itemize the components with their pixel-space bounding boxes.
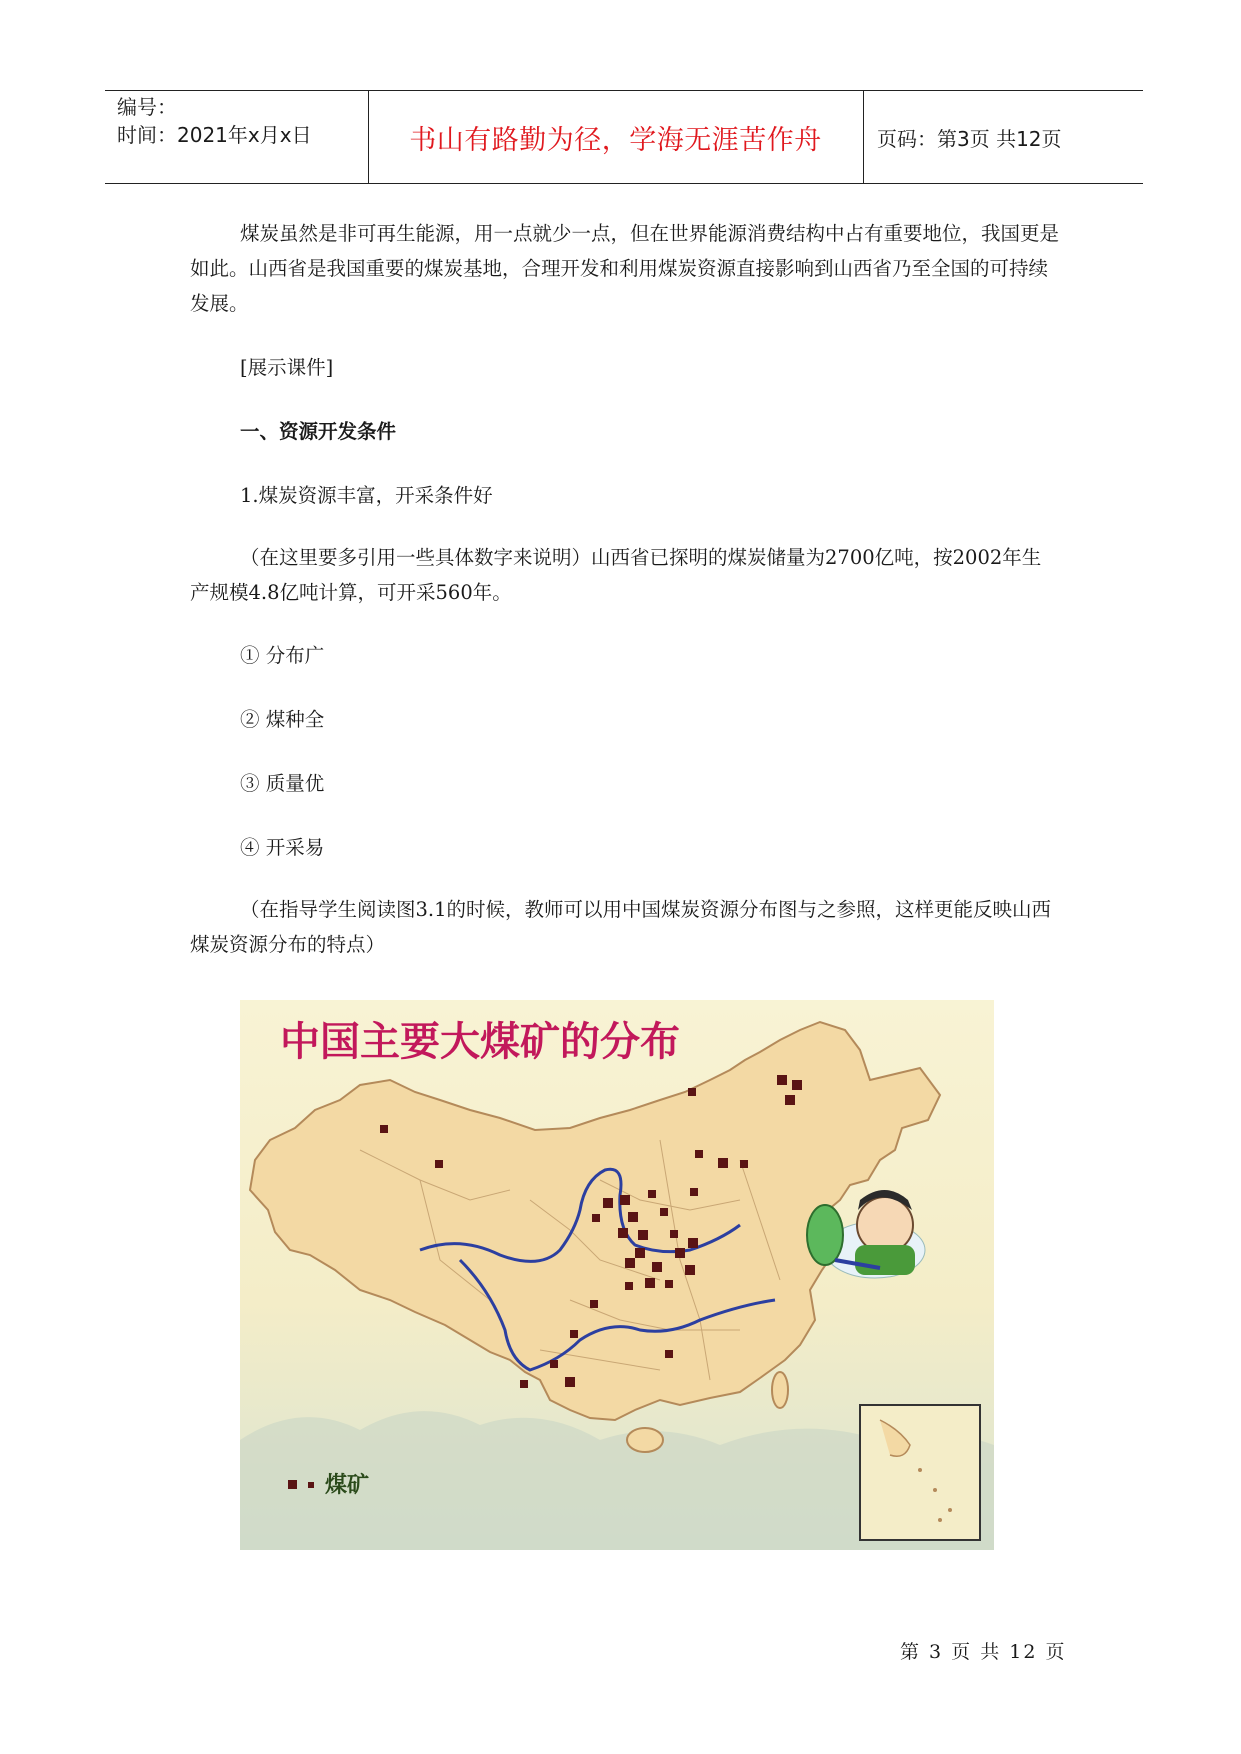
subsection-heading: 1.煤炭资源丰富，开采条件好 [240,484,493,507]
list-item: ③ 质量优 [240,772,325,795]
paragraph-guidance: （在指导学生阅读图3.1的时候，教师可以用中国煤炭资源分布图与之参照，这样更能反映山西煤炭资源分布的特点） [190,898,1052,956]
number-label: 编号： [117,95,177,119]
legend-marker [288,1480,297,1489]
taiwan-island [772,1372,788,1408]
header-motto: 书山有路勤为径，学海无涯苦作舟 [409,124,822,156]
coal-mine-marker [652,1262,662,1272]
hainan-island [627,1428,663,1452]
coal-mine-marker [520,1380,528,1388]
date-label: 时间：2021年x月x日 [117,123,312,147]
coal-mine-marker [380,1125,388,1133]
coal-mine-marker [777,1075,787,1085]
coal-mine-marker [628,1212,638,1222]
coal-mine-marker [718,1158,728,1168]
coal-mine-marker [740,1160,748,1168]
coal-mine-map [240,1000,994,1550]
coal-mine-marker [618,1228,628,1238]
coal-mine-marker [648,1190,656,1198]
coal-mine-marker [688,1238,698,1248]
coal-mine-marker [785,1095,795,1105]
coal-mine-marker [625,1258,635,1268]
coal-mine-marker [620,1195,630,1205]
coal-mine-marker [685,1265,695,1275]
legend-label: 煤矿 [325,1473,370,1498]
coal-mine-marker [688,1088,696,1096]
coal-mine-marker [635,1248,645,1258]
list-item: ① 分布广 [240,644,325,667]
coal-mine-marker [670,1230,678,1238]
coal-mine-marker [665,1350,673,1358]
map-graphic [240,1000,994,1550]
paragraph-reserves: （在这里要多引用一些具体数字来说明）山西省已探明的煤炭储量为2700亿吨，按2002年生产规模4.8亿吨计算，可开采560年。 [190,546,1042,604]
coal-mine-marker [645,1278,655,1288]
page-footer: 第 3 页 共 12 页 [900,1641,1067,1663]
paragraph-intro: 煤炭虽然是非可再生能源，用一点就少一点，但在世界能源消费结构中占有重要地位，我国更是如此。山西省是我国重要的煤炭基地，合理开发和利用煤炭资源直接影响到山西省乃至全国的可持续发展。 [190,222,1060,315]
coal-mine-marker [625,1282,633,1290]
coal-mine-marker [660,1208,668,1216]
south-china-sea-inset [860,1405,980,1540]
coal-mine-marker [565,1377,575,1387]
coal-mine-marker [603,1198,613,1208]
coal-mine-marker [792,1080,802,1090]
header-page-number: 页码：第3页 共12页 [877,126,1062,151]
coal-mine-marker [550,1360,558,1368]
page-header [105,90,1143,184]
coal-mine-marker [675,1248,685,1258]
coal-mine-marker [665,1280,673,1288]
coal-mine-marker [690,1188,698,1196]
coal-mine-marker [638,1230,648,1240]
courseware-note: [展示课件] [240,356,334,379]
legend-marker [308,1482,314,1488]
coal-mine-marker [695,1150,703,1158]
coal-mine-marker [590,1300,598,1308]
list-item: ④ 开采易 [240,836,325,859]
coal-mine-marker [570,1330,578,1338]
section-heading: 一、资源开发条件 [240,420,397,443]
header-left [117,93,312,149]
coal-mine-marker [592,1214,600,1222]
coal-mine-marker [435,1160,443,1168]
list-item: ② 煤种全 [240,708,325,731]
map-title: 中国主要大煤矿的分布 [280,1019,680,1065]
